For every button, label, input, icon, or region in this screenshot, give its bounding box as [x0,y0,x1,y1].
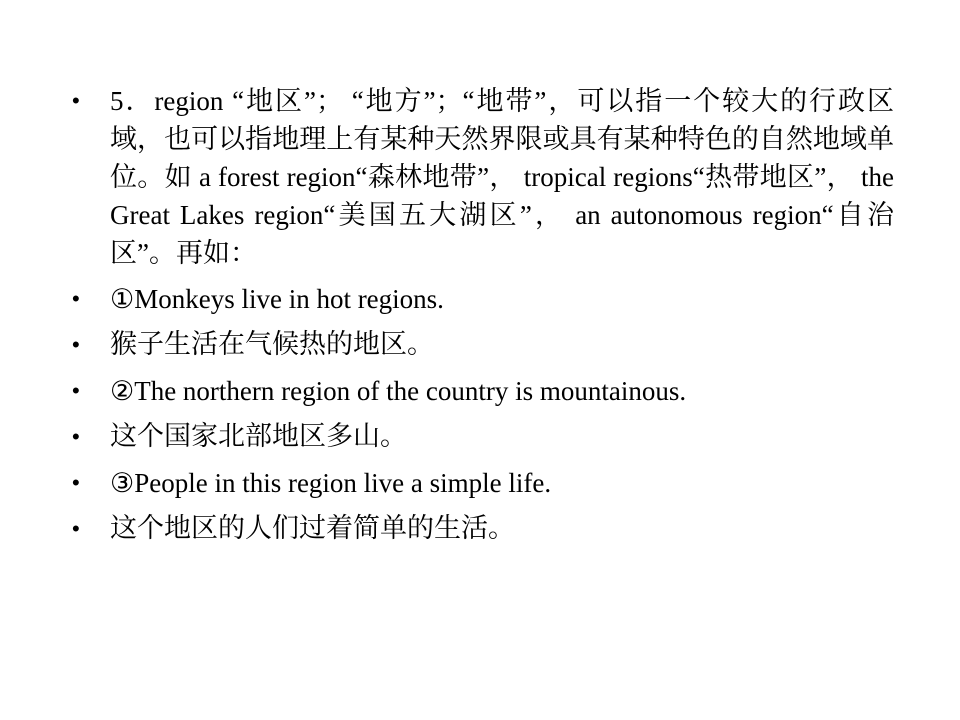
list-item [72,510,894,548]
item-text: 猴子生活在气候热的地区。 [110,329,434,360]
list-item [72,280,894,318]
list-item [72,418,894,456]
bullet-icon: • [72,88,80,113]
item-text: 这个地区的人们过着简单的生活。 [110,513,515,544]
bullet-list [72,82,894,556]
item-text: ③People in this region live a simple life. [110,468,552,498]
list-item [72,82,894,272]
bullet-icon: • [72,516,80,541]
item-text: 5．region “地区”； “地方”；“地带”，可以指一个较大的行政区域，也可以指地理上有某种天然界限或具有某种特色的自然地域单位。如 a forest region“森林地带”， tropical regions“热带地区”， the Great Lakes region“美国五大湖区”， an autonomous region“自治区”。再如： [110,86,894,268]
bullet-icon: • [72,378,80,403]
item-text: ②The northern region of the country is mountainous. [110,376,687,406]
item-text: 这个国家北部地区多山。 [110,421,407,452]
list-item [72,464,894,502]
list-item [72,372,894,410]
bullet-icon: • [72,286,80,311]
list-item [72,326,894,364]
bullet-icon: • [72,470,80,495]
bullet-icon: • [72,332,80,357]
item-text: ①Monkeys live in hot regions. [110,284,444,314]
bullet-icon: • [72,424,80,449]
